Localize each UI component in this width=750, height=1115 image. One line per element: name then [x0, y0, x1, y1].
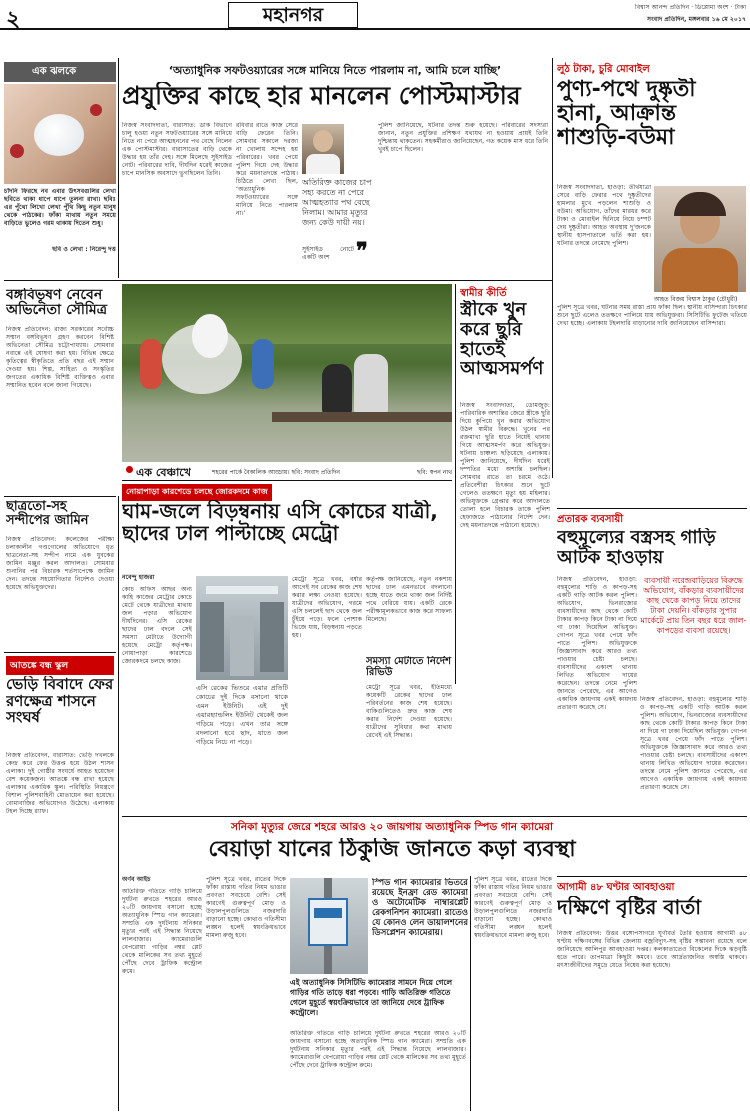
- quote-mark-icon: ❞: [356, 238, 368, 264]
- weather-headline: দক্ষিণে বৃষ্টির বার্তা: [557, 896, 702, 918]
- park-caption: এক বেঞ্চাখে: [136, 466, 191, 479]
- metro-headline: ঘাম-জলে বিড়ম্বনায় এসি কোচের যাত্রী, ছাদের ঢাল পাল্টাচ্ছে মেট্রো: [122, 500, 438, 544]
- park-credit: ছবি: স্বপন নাথ: [416, 469, 452, 476]
- ek-jhalake-byline: ছবি ও লেখা : নিরেন্দু দত্ত: [52, 246, 116, 253]
- bahumulya-headline: বহুমূল্যের বস্ত্রসহ গাড়ি আটক হাওড়ায়: [557, 528, 716, 568]
- bhere-body: নিজস্ব প্রতিবেদন, বারাসাত: ভেড়ি দখলকে কেন্দ্র করে ফের উত্তপ্ত হয়ে উঠল শাসন এলাকা। দুই গোষ্ঠীর সংঘর্ষে আহত হয়েছেন বেশ কয়েকজন। আতঙ্কে বন্ধ রাখা হয়েছে এলাকার একাধিক স্কুল। পরিস্থিতি নিয়ন্ত্রণে বিশাল পুলিশবাহিনী মোতায়েন করা হয়েছে। বোমাবাজির অভিযোগও উঠেছে। এলাকায় টহল দিচ্ছে র‍্যাফ।: [6, 752, 114, 815]
- bahumulya-body-2: নিজস্ব প্রতিবেদন, হাওড়া: বহুমূল্যের শাড়ি ও কাপড়-সহ একটি গাড়ি আটক করল পুলিশ। অভিযোগ, ভিনরাজ্যের ব্যবসায়ীদের কাছ থেকে কোটি টাকার কাপড় কিনে টাকা না দিয়ে গা ঢাকা দিয়েছিল অভিযুক্ত। গোপন সূত্রে খবর পেয়ে ফাঁদ পাতে পুলিশ। অভিযুক্তকে জিজ্ঞাসাবাদ করে আরও তথ্য পাওয়ার চেষ্টা চলছে। ব্যবসায়ীদের একাংশ থানায় লিখিত অভিযোগ দায়ের করেছেন। তদন্তে নেমে পুলিশ জানতে পেরেছে, এর আগেও একাধিক জায়গায় একই কায়দায় প্রতারণা করেছে সে।: [640, 696, 747, 791]
- page-number: ২: [6, 7, 21, 30]
- chhatrata-body: নিজস্ব প্রতিবেদন: কলেজের পরীক্ষা চলাকালীন গণ্ডগোলের অভিযোগে ধৃত ছাত্রনেতা-সহ সন্দীপ নামে এক যুবকের জামিন মঞ্জুর করল আদালত। সোমবার শুনানির পর বিচারক শর্তসাপেক্ষে জামিন দেন। তদন্তে সহযোগিতার নির্দেশও দেওয়া হয়েছে অভিযুক্তদের।: [6, 536, 114, 591]
- lead-body-col2: রবিবার রাতে কাজ সেরে বাড়ি ফেরেন তিনি। সোমবার সকালে দরজা না খোলায় সন্দেহ হয় পরিবারের। খবর পেয়ে পুলিশ গিয়ে দেহ উদ্ধার করে ময়নাতদন্তে পাঠায়। চিঠিতে লেখা ছিল, ‘অত্যাধুনিক সফটওয়্যারের সঙ্গে মানিয়ে নিতে পারলাম না।’: [236, 122, 298, 217]
- metro-photo-caption: এসি রেকের ভিতরে এয়ার প্রতিটি কোচের দুই দিকে বসানো থাকে এমন ইউনিট। এই দুই এয়ারহ্যান্ডলিং ইউনিট থেকেই জল গড়িয়ে পড়ে। এখন তার সঙ্গে বদলানো হবে ছাদ, যাতে জল গড়িয়ে নিচে না পড়ে।: [196, 684, 288, 746]
- lead-headline: প্রযুক্তির কাছে হার মানলেন পোস্টমাস্টার: [122, 82, 521, 110]
- section-title: মহানগর: [228, 2, 358, 28]
- speed-photo-caption: এই অত্যাধুনিক সিসিটিভি ক্যামেরার সামনে দিয়ে গেলে গাড়ির গতি তাড়ে ধরা পড়বে। গাড়ি অতিরিক্ত গতিতে গেলে মুহূর্তে স্বয়ংক্রিয়ভাবে তা জানিয়ে দেবে ট্রাফিক কন্ট্রোলে।: [290, 978, 453, 1017]
- ek-jhalake-caption: চাঁদনি ফিরছে নব এবার উৎসবগুলির লেখা ছবিতে থাকা ধাপে ধাপে তুলনা রাখা। ছবিঃ এর পুঁথো লিখো লেখা পুঁথি কিছু নতুন মানুষ থেকে পাঠকের। ফাঁকা মাথায় নতুন সময়ে বাড়িতে ভুলেও গরম থাকায় দিতেন শুধু।: [4, 188, 116, 227]
- stree-kicker: স্বামীর কীর্তি: [460, 288, 507, 299]
- lead-body-col3: পুলিশ জানিয়েছে, ঘটনার তদন্ত শুরু হয়েছে। পরিবারের সদস্যরা জানান, নতুন প্রযুক্তির প্রশিক্ষণ যথাযথ না হওয়ায় প্রায়ই তিনি দুশ্চিন্তায় থাকতেন। সহকর্মীরাও জানিয়েছেন, গত কয়েক মাস ধরে তিনি খুবই চাপে ছিলেন।: [378, 122, 548, 153]
- ek-jhalake-box: [4, 62, 116, 260]
- bahumulya-body: নিজস্ব প্রতিবেদন, হাওড়া: বহুমূল্যের শাড়ি ও কাপড়-সহ একটি গাড়ি আটক করল পুলিশ। অভিযোগ, ভিনরাজ্যের ব্যবসায়ীদের কাছ থেকে কোটি টাকার কাপড় কিনে টাকা না দিয়ে গা ঢাকা দিয়েছিল অভিযুক্ত। গোপন সূত্রে খবর পেয়ে ফাঁদ পাতে পুলিশ। অভিযুক্তকে জিজ্ঞাসাবাদ করে আরও তথ্য পাওয়ার চেষ্টা চলছে। ব্যবসায়ীদের একাংশ থানায় লিখিত অভিযোগ দায়ের করেছেন। তদন্তে নেমে পুলিশ জানতে পেরেছে, এর আগেও একাধিক জায়গায় একই কায়দায় প্রতারণা করেছে সে।: [557, 576, 637, 711]
- speed-headline: বেয়াড়া যানের ঠিকুজি জানতে কড়া ব্যবস্থা: [208, 838, 576, 862]
- ek-jhalake-label: এক ঝলকে: [4, 62, 116, 82]
- punya-photo: [654, 186, 746, 292]
- bhere-headline: ভেড়ি বিবাদে ফের রণক্ষেত্র শাসনে সংঘর্ষ: [6, 676, 114, 726]
- metro-body-col3: কর্তৃপক্ষ জানিয়েছে, নতুন নকশায় ছাদের ঢাল এমনভাবে বদলানো হচ্ছে যাতে জমে থাকা জল নির্দিষ্ট পথে বেরিয়ে যায়। একটি রেকে পরীক্ষামূলকভাবে কাজ করে সাফল্য মিলেছে।: [366, 576, 452, 623]
- lead-quote: ‘অত্যাধুনিক সফটওয়্যারের সঙ্গে মানিয়ে নিতে পারলাম না, আমি চলে যাচ্ছি’: [168, 64, 502, 77]
- punya-body-2: পুলিশ সূত্রে খবর, ঘটনার সময় রাস্তা প্রায় ফাঁকা ছিল। স্থানীয় বাসিন্দারা চিৎকার শুনে ছুটে এলেও ততক্ষণে পালিয়ে যায় অভিযুক্তরা। সিসিটিভি ফুটেজ খতিয়ে দেখা হচ্ছে। এলাকায় টহলদারি বাড়ানোর দাবি জানিয়েছেন বাসিন্দারা।: [557, 304, 747, 327]
- metro-body-col2: মেট্রো সূত্রে খবর, বর্ষার আগেই সব রেকের কাজ শেষ করার লক্ষ্য নেওয়া হয়েছে। যাত্রীদের অভিযোগ, গরমে এসি চললেই ছাদ থেকে জল চুঁইয়ে পড়ে। ফলে পোশাক ভিজে যায়, বিড়ম্বনায় পড়তে হয়।: [292, 576, 362, 639]
- weather-body: নিজস্ব প্রতিবেদন: উত্তর বঙ্গোপসাগরে ঘূর্ণাবর্ত তৈরি হওয়ায় আগামী ৪৮ ঘণ্টায় দক্ষিণবঙ্গের বিভিন্ন জেলায় বজ্রবিদ্যুৎ-সহ বৃষ্টির সম্ভাবনা রয়েছে বলে জানিয়েছে আলিপুর আবহাওয়া দপ্তর। কলকাতাতেও বিকেলের দিকে ঝড়বৃষ্টি হতে পারে। তাপমাত্রা কিছুটা কমবে। তবে আর্দ্রতাজনিত অস্বস্তি থাকবে। মৎস্যজীবীদের সমুদ্রে যেতে নিষেধ করা হয়েছে।: [557, 930, 747, 969]
- speed-box-text: স্পিড গান ক্যামেরার ভিতরে রয়েছে ইনফ্রা রেড ক্যামেরা ও অটোমেটিক নাম্বারপ্লেট রেকগনিশন ক্যামেরা। রাতেও যে কোনও লেন ডায়ালশনের ডিসপ্লেশন ক্যামেরায়।: [372, 878, 468, 938]
- pull-quote-attribution: সুইসাইড নোটে একটি অংশ: [302, 246, 354, 261]
- metro-byline: নবেন্দু হাজরা: [122, 574, 155, 581]
- stree-body: নিজস্ব সংবাদদাতা, ডোমজুড়: পারিবারিক অশান্তির জেরে স্ত্রীকে ছুরি দিয়ে কুপিয়ে খুন করার অভিযোগ উঠল স্বামীর বিরুদ্ধে। খুনের পর রক্তমাখা ছুরি হাতে নিয়েই থানায় গিয়ে আত্মসমর্পণ করে অভিযুক্ত। ঘটনায় চাঞ্চল্য ছড়িয়েছে এলাকায়। পুলিশ জানিয়েছে, দীর্ঘদিন ধরেই দম্পতির মধ্যে অশান্তি চলছিল। সোমবার রাতে তা চরমে ওঠে। প্রতিবেশীরা চিৎকার শুনে ছুটে গেলেও ততক্ষণে মৃত্যু হয় মহিলার। অভিযুক্তকে গ্রেপ্তার করে আদালতে তোলা হলে বিচারক তাকে পুলিশ হেফাজতে পাঠানোর নির্দেশ দেন। দেহ ময়নাতদন্তে পাঠানো হয়েছে।: [460, 402, 550, 529]
- bangabibhushan-headline: বঙ্গবিভূষণ নেবেন অভিনেতা সৌমিত্র: [6, 288, 107, 319]
- postmaster-photo: [302, 124, 344, 174]
- masthead-right-top: বিশ্বাস আনন্দ প্রতিদিন · ডিপ্লোমা অংশ · টাকা: [635, 4, 746, 11]
- weather-kicker: আগামী ৪৮ ঘণ্টার আবহাওয়া: [557, 882, 675, 893]
- ek-jhalake-photo: [4, 84, 116, 184]
- metro-kicker: নোয়াপাড়া কারশেডে চলছে জোরকদমে কাজ: [122, 484, 272, 501]
- park-photo: [122, 284, 452, 462]
- park-caption-sub: শহরের পার্কে বৈকালিক আড্ডায়। ছবি: সংবাদ প্রতিদিন: [212, 469, 340, 476]
- punya-body: নিজস্ব সংবাদদাতা, হাওড়া: তীর্থযাত্রা সেরে বাড়ি ফেরার পথে দুষ্কৃতীদের হামলার মুখে পড়লেন শাশুড়ি ও বউমা। অভিযোগ, তাঁদের মারধর করে টাকা ও মোবাইল ছিনিয়ে নিয়ে চম্পট দেয় দুষ্কৃতীরা। আহত অবস্থায় দু'জনকে স্থানীয় হাসপাতালে ভর্তি করা হয়। ঘটনার তদন্তে নেমেছে পুলিশ।: [557, 184, 651, 247]
- bhere-kicker: আতঙ্কে বন্ধ স্কুল: [6, 656, 114, 675]
- punya-photo-caption: আহত বিজয় বিশ্বাস ঠাকুর (চৌধুরী): [654, 296, 738, 303]
- metro-highlight-headline: সমস্যা মেটাতে নির্দেশ রিভিউ: [366, 656, 452, 678]
- park-caption-dot: [126, 466, 133, 473]
- speed-body-col1: অতিরিক্ত গতিতে গাড়ি চালিয়ে দুর্ঘটনা রুখতে শহরের আরও ২০টি জায়গায় বসানো হচ্ছে অত্যাধুনিক স্পিড গান ক্যামেরা। সম্প্রতি এক দুর্ঘটনায় সনিকার মৃত্যুর পরই এই সিদ্ধান্ত নিয়েছে লালবাজার। ক্যামেরাগুলি বেপরোয়া গাড়ির নম্বর প্লেট থেকে মালিকের সব তথ্য মুহূর্তে পৌঁছে দেবে ট্রাফিক কন্ট্রোল রুমে।: [122, 888, 202, 975]
- masthead-date: সংবাদ প্রতিদিন, মঙ্গলবার ১৬ মে ২০১৭: [647, 16, 746, 23]
- pull-quote: অতিরিক্ত কাজের চাপ সহ্য করতে না পেরে আত্মহত্যার পথ বেছে নিলাম। আমার মৃত্যুর জন্য কেউ দায়ী নয়।: [302, 178, 372, 227]
- speed-kicker: সনিকা মৃত্যুর জেরে শহরে আরও ২০ জায়গায় অত্যাধুনিক স্পিড গান ক্যামেরা: [230, 821, 554, 833]
- speed-body-col2: পুলিশ সূত্রে খবর, রাতের দিকে ফাঁকা রাস্তায় গতির নিয়ম ভাঙার প্রবণতা সবচেয়ে বেশি। সেই কারণেই গুরুত্বপূর্ণ মোড় ও উড়ালপুলগুলিতে নজরদারি বাড়ানো হচ্ছে। কোথাও গতিসীমা লঙ্ঘন হলেই স্বয়ংক্রিয়ভাবে মামলা রুজু হবে।: [206, 876, 286, 939]
- speed-body-col3: অতিরিক্ত গতিতে গাড়ি চালিয়ে দুর্ঘটনা রুখতে শহরের আরও ২০টি জায়গায় বসানো হচ্ছে অত্যাধুনিক স্পিড গান ক্যামেরা। সম্প্রতি এক দুর্ঘটনায় সনিকার মৃত্যুর পরই এই সিদ্ধান্ত নিয়েছে লালবাজার। ক্যামেরাগুলি বেপরোয়া গাড়ির নম্বর প্লেট থেকে মালিকের সব তথ্য মুহূর্তে পৌঁছে দেবে ট্রাফিক কন্ট্রোল রুমে।: [290, 1030, 466, 1069]
- metro-photo: [196, 576, 288, 680]
- speed-camera-photo: [290, 878, 368, 974]
- chhatrata-headline: ছাত্রতো-সহ সন্দীপের জামিন: [6, 500, 89, 529]
- stree-headline: স্ত্রীকে খুন করে ছুরি হাতেই আত্মসমর্পণ: [460, 300, 544, 380]
- speed-byline: অর্ণব আইচ: [122, 876, 151, 883]
- metro-body-col1: কোচ অফিস আছর অন্য কাহি কাজের মেট্রোর কোচে মেটে থেকে যাত্রীদের মাথায় জল পড়ার অভিযোগ দীর্ঘদিনের। এসি রেকের ছাদের ঢাল বদলে সেই সমস্যা মেটাতে উদ্যোগী হয়েছে মেট্রো কর্তৃপক্ষ। নোয়াপাড়া কারশেডে জোরকদমে চলছে কাজ।: [122, 586, 192, 665]
- punya-kicker: লুঠ টাকা, চুরি মোবাইল: [557, 64, 650, 75]
- bahumulya-kicker: প্রতারক ব্যবসায়ী: [557, 514, 624, 525]
- metro-highlight-body: মেট্রো সূত্রে খবর, ইতিমধ্যে কয়েকটি রেকের ছাদের ঢাল পরিবর্তনের কাজ শেষ হয়েছে। বাকিগুলিতেও দ্রুত কাজ শেষ করার নির্দেশ দেওয়া হয়েছে। যাত্রীদের সুবিধার কথা মাথায় রেখেই এই সিদ্ধান্ত।: [366, 684, 452, 739]
- masthead: [0, 0, 750, 30]
- bahumulya-highlight: ব্যবসায়ী নরেন্দ্রবাড়িয়ের বিরুদ্ধে অভিযোগ, বাঁকড়ার ব্যবসায়ীদের কাছ থেকে কাপড় নিয়ে তাদের টাকা দেয়নি। বাঁকড়ার সুপার মার্কেটে প্রায় তিন বছর ধরে জাল-কাপড়ের ব্যবসা রয়েছে।: [640, 576, 747, 635]
- punya-headline: পুণ্য-পথে দুষ্কৃতী হানা, আক্রান্ত শাশুড়ি-বউমা: [557, 78, 696, 151]
- lead-body-col1: নিজস্ব সংবাদদাতা, বারাসাত: ডাক বিভাগে চালু হওয়া নতুন সফটওয়্যারের সঙ্গে মানিয়ে নিতে না পেরে আত্মহননের পথ বেছে নিলেন এক পোস্টমাস্টার। বারাসাতের বাড়ি থেকে উদ্ধার হয় তাঁর দেহ। সঙ্গে মিলেছে সুইসাইড নোট। পরিবারের দাবি, দীর্ঘদিন ধরেই কাজের চাপে মানসিক অবসাদে ভুগছিলেন তিনি।: [122, 122, 232, 177]
- speed-body-col4: পুলিশ সূত্রে খবর, রাতের দিকে ফাঁকা রাস্তায় গতির নিয়ম ভাঙার প্রবণতা সবচেয়ে বেশি। সেই কারণেই গুরুত্বপূর্ণ মোড় ও উড়ালপুলগুলিতে নজরদারি বাড়ানো হচ্ছে। কোথাও গতিসীমা লঙ্ঘন হলেই স্বয়ংক্রিয়ভাবে মামলা রুজু হবে।: [474, 876, 552, 939]
- bangabibhushan-body: নিজস্ব প্রতিবেদন: রাজ্য সরকারের সর্বোচ্চ সম্মান বঙ্গবিভূষণ গ্রহণ করবেন বিশিষ্ট অভিনেতা সৌমিত্র চট্টোপাধ্যায়। সোমবার নবান্নে এই ঘোষণা করা হয়। বিভিন্ন ক্ষেত্রে কৃতিত্বের স্বীকৃতিতে প্রতি বছর এই সম্মান দেওয়া হয়। শিল্প, সাহিত্য ও সংস্কৃতির জগতের একাধিক বিশিষ্ট ব্যক্তিত্বও এবার সম্মানিত হবেন বলে জানা গিয়েছে।: [6, 326, 114, 389]
